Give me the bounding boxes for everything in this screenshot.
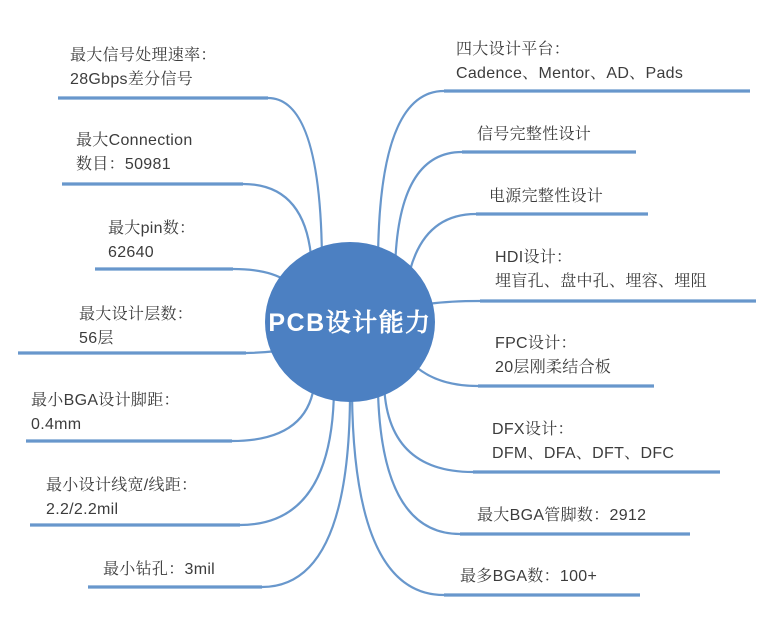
branch-label-right-2 [477,123,591,147]
center-node-label: PCB设计能力 [268,309,432,337]
branch-label-right-8 [460,565,597,589]
branch-label-line: HDI设计： [495,249,573,266]
branch-label-line: 最大设计层数： [79,306,194,323]
branch-label-left-4 [79,303,193,351]
branch-label-left-6 [46,474,197,522]
branch-label-line: 0.4mm [31,416,82,433]
branch-label-right-6 [492,418,674,466]
branch-label-right-7 [477,504,646,528]
branch-label-right-1 [456,38,683,86]
branch-label-left-5 [31,389,180,437]
branch-label-left-2 [76,129,193,177]
branch-label-right-5 [495,332,611,380]
branch-label-right-3 [489,185,603,209]
branch-label-line: 信号完整性设计 [477,126,592,143]
branch-label-left-3 [108,217,195,265]
branch-label-line: DFM、DFA、DFT、DFC [492,445,675,462]
branch-curve-right-1 [378,91,444,266]
branch-curve-left-7 [262,392,350,587]
branch-label-line: 最小设计线宽/线距： [46,477,198,494]
branch-label-line: 最大BGA管脚数：2912 [477,507,647,524]
branch-curve-right-7 [378,392,460,534]
branch-label-line: 数目：50981 [76,156,171,173]
branch-curve-left-1 [268,98,322,268]
branch-label-line: 最多BGA数：100+ [460,568,598,585]
branch-curve-right-6 [384,382,473,472]
branch-label-left-7 [103,558,215,582]
branch-label-line: 2.2/2.2mil [46,501,119,518]
branch-label-line: 最大信号处理速率： [70,47,217,64]
branch-label-line: 62640 [108,244,154,261]
branch-label-line: 四大设计平台： [456,41,571,58]
branch-curve-right-2 [395,152,462,272]
branch-label-line: 最大pin数： [108,220,196,237]
branch-label-line: 20层刚柔结合板 [495,359,612,376]
branch-curve-left-6 [240,388,334,525]
branch-label-line: 最小BGA设计脚距： [31,392,180,409]
branch-label-line: FPC设计： [495,335,577,352]
branch-label-line: 最大Connection [76,132,193,149]
branch-label-line: 最小钻孔：3mil [103,561,216,578]
branch-label-line: 电源完整性设计 [489,188,604,205]
branch-label-left-1 [70,44,217,92]
branch-label-line: 28Gbps差分信号 [70,71,194,88]
branch-label-right-4 [495,246,707,294]
branch-label-line: Cadence、Mentor、AD、Pads [456,65,684,82]
branch-label-line: 埋盲孔、盘中孔、埋容、埋阻 [495,273,707,290]
branch-label-line: 56层 [79,330,114,347]
branch-label-line: DFX设计： [492,421,574,438]
